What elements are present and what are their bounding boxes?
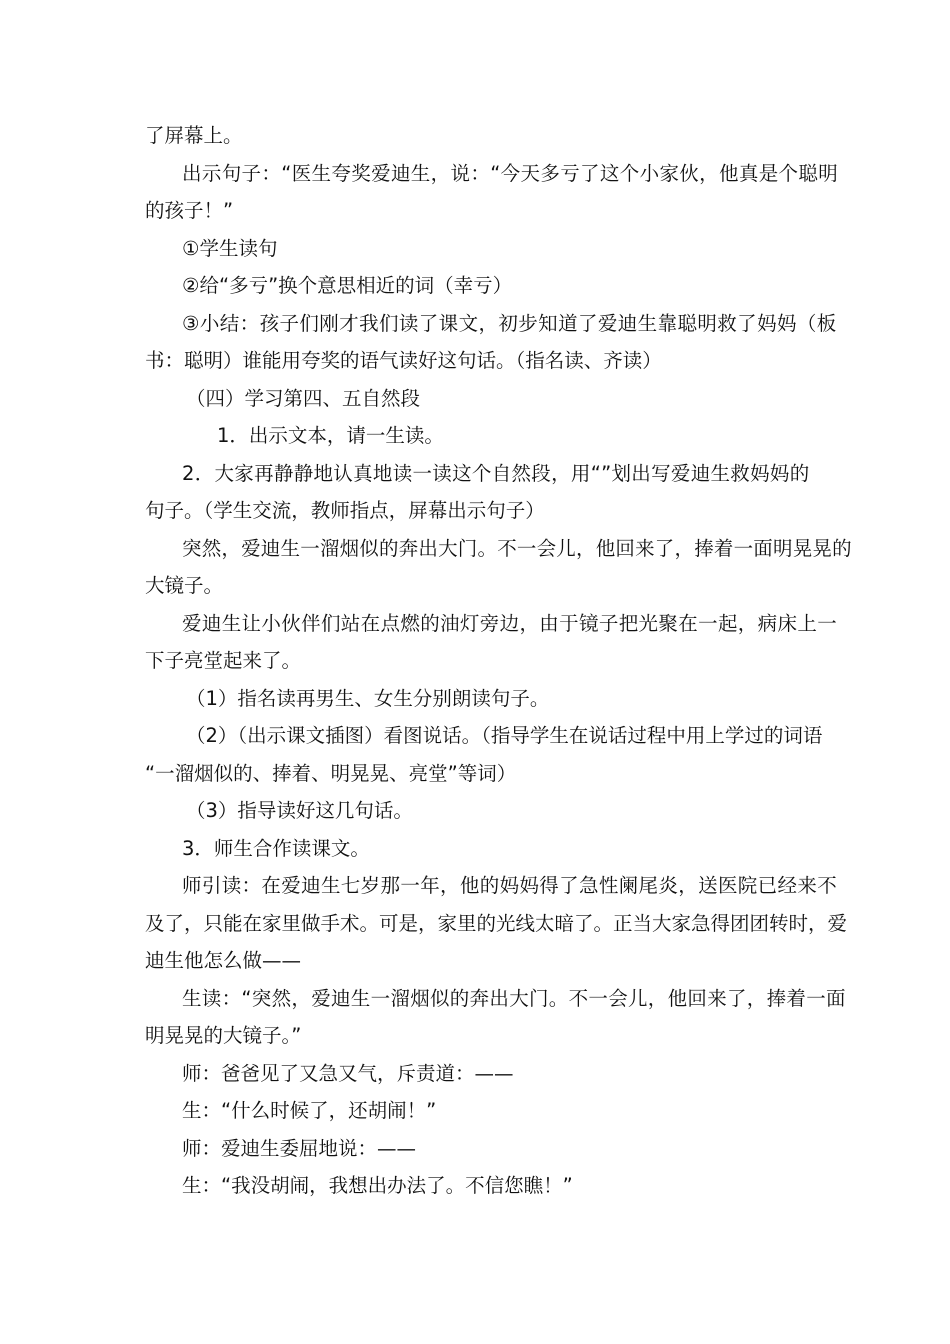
text-line: 及了，只能在家里做手术。可是，家里的光线太暗了。正当大家急得团团转时，爱 — [145, 912, 848, 935]
text-line: （1）指名读再男生、女生分别朗读句子。 — [186, 687, 550, 710]
text-line: 师：爸爸见了又急又气，斥责道：—— — [182, 1062, 514, 1085]
text-line: 生读：“突然，爱迪生一溜烟似的奔出大门。不一会儿，他回来了，捧着一面 — [182, 987, 846, 1010]
text-line: （3）指导读好这几句话。 — [186, 799, 413, 822]
text-line: ②给“多亏”换个意思相近的词（幸亏） — [182, 274, 513, 297]
text-line: 下子亮堂起来了。 — [145, 649, 302, 672]
text-line: 生：“我没胡闹，我想出办法了。不信您瞧！” — [182, 1174, 573, 1197]
text-line: 的孩子！” — [145, 199, 234, 222]
text-line: 迪生他怎么做—— — [145, 949, 302, 972]
text-line: 1．出示文本，请一生读。 — [217, 424, 444, 447]
text-line: ③小结：孩子们刚才我们读了课文，初步知道了爱迪生靠聪明救了妈妈（板 — [182, 312, 837, 335]
text-line: ①学生读句 — [182, 237, 278, 260]
text-line: 句子。（学生交流，教师指点，屏幕出示句子） — [145, 499, 545, 522]
text-line: 师引读：在爱迪生七岁那一年，他的妈妈得了急性阑尾炎，送医院已经来不 — [182, 874, 838, 897]
text-line: 大镜子。 — [145, 574, 224, 597]
text-line: 书：聪明）谁能用夸奖的语气读好这句话。（指名读、齐读） — [145, 349, 662, 372]
section-heading: （四）学习第四、五自然段 — [186, 387, 421, 410]
text-line: 出示句子：“医生夸奖爱迪生，说：“今天多亏了这个小家伙，他真是个聪明 — [182, 162, 839, 185]
text-line: （2）（出示课文插图）看图说话。（指导学生在说话过程中用上学过的词语 — [186, 724, 823, 747]
text-line: “一溜烟似的、捧着、明晃晃、亮堂”等词） — [145, 762, 517, 785]
text-line: 了屏幕上。 — [145, 124, 243, 147]
text-line: 生：“什么时候了，还胡闹！” — [182, 1099, 437, 1122]
text-line: 2．大家再静静地认真地读一读这个自然段，用“”划出写爱迪生救妈妈的 — [182, 462, 810, 485]
text-line: 3．师生合作读课文。 — [182, 837, 370, 860]
text-line: 爱迪生让小伙伴们站在点燃的油灯旁边，由于镜子把光聚在一起，病床上一 — [182, 612, 838, 635]
text-line: 师：爱迪生委屈地说：—— — [182, 1137, 417, 1160]
text-line: 明晃晃的大镜子。” — [145, 1024, 302, 1047]
text-line: 突然，爱迪生一溜烟似的奔出大门。不一会儿，他回来了，捧着一面明晃晃的 — [182, 537, 852, 560]
